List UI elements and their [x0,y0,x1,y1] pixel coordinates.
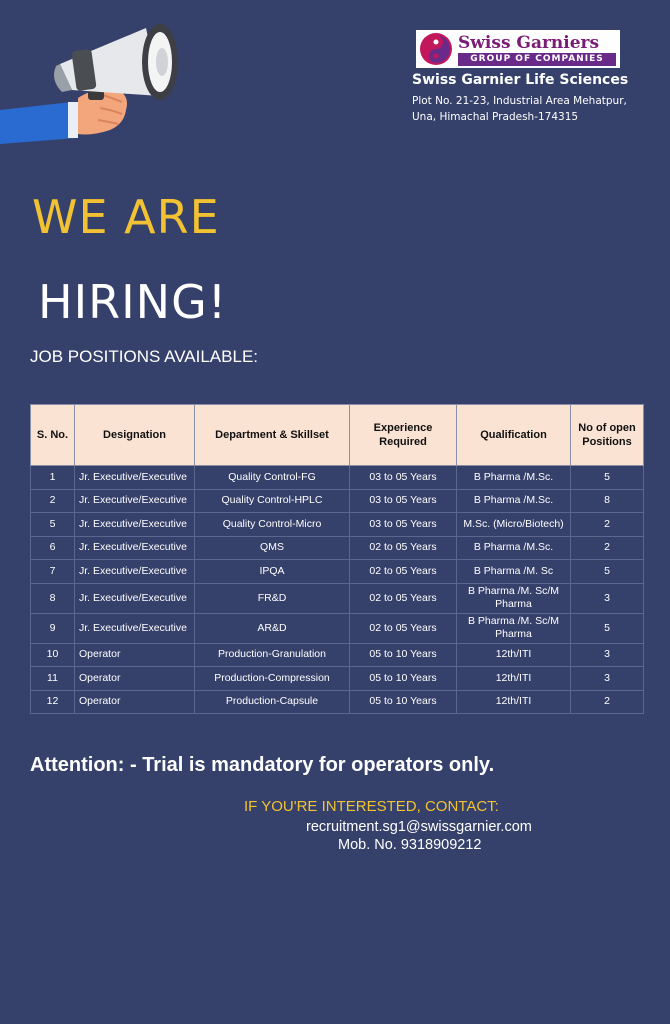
column-header-department: Department & Skillset [195,405,350,466]
job-positions-heading: JOB POSITIONS AVAILABLE: [30,347,259,366]
cell-sno: 11 [31,667,75,691]
cell-qualification: B Pharma /M.Sc. [457,466,571,490]
address-line-2: Una, Himachal Pradesh-174315 [412,111,579,123]
cell-positions: 5 [571,466,644,490]
cell-department: Production-Compression [195,667,350,691]
cell-designation: Jr. Executive/Executive [75,513,195,537]
cell-experience: 05 to 10 Years [350,643,457,667]
cell-sno: 9 [31,613,75,643]
cell-experience: 02 to 05 Years [350,536,457,560]
cell-positions: 3 [571,583,644,613]
cell-department: IPQA [195,560,350,584]
megaphone-icon [0,10,200,150]
table-row [31,643,644,667]
table-row [31,583,644,613]
cell-department: Quality Control-FG [195,466,350,490]
cell-designation: Operator [75,690,195,714]
cell-sno: 5 [31,513,75,537]
table-row [31,466,644,490]
cell-sno: 8 [31,583,75,613]
table-row [31,513,644,537]
address-line-1: Plot No. 21-23, Industrial Area Mehatpur, [412,95,627,107]
cell-qualification: B Pharma /M.Sc. [457,536,571,560]
cell-experience: 03 to 05 Years [350,466,457,490]
cell-department: FR&D [195,583,350,613]
cell-qualification: 12th/ITI [457,690,571,714]
cell-sno: 6 [31,536,75,560]
job-positions-table [30,404,644,714]
table-row [31,613,644,643]
company-logo [416,30,620,68]
cell-experience: 05 to 10 Years [350,690,457,714]
cell-qualification: B Pharma /M. Sc [457,560,571,584]
company-name: Swiss Garnier Life Sciences [412,72,629,88]
cell-department: Quality Control-Micro [195,513,350,537]
table-row [31,667,644,691]
cell-qualification: 12th/ITI [457,643,571,667]
table-row [31,560,644,584]
cell-qualification: M.Sc. (Micro/Biotech) [457,513,571,537]
cell-department: Production-Capsule [195,690,350,714]
cell-positions: 2 [571,513,644,537]
table-row [31,690,644,714]
cell-qualification: B Pharma /M. Sc/M Pharma [457,613,571,643]
cell-sno: 2 [31,489,75,513]
cell-positions: 3 [571,643,644,667]
cell-designation: Jr. Executive/Executive [75,613,195,643]
cell-designation: Operator [75,667,195,691]
column-header-experience: Experience Required [350,405,457,466]
cell-positions: 2 [571,536,644,560]
logo-name: Swiss Garniers [458,32,600,53]
cell-positions: 5 [571,613,644,643]
cell-positions: 5 [571,560,644,584]
table-row [31,536,644,560]
cell-positions: 8 [571,489,644,513]
cell-designation: Operator [75,643,195,667]
cell-designation: Jr. Executive/Executive [75,583,195,613]
cell-designation: Jr. Executive/Executive [75,489,195,513]
cell-experience: 03 to 05 Years [350,513,457,537]
cell-positions: 3 [571,667,644,691]
cell-experience: 02 to 05 Years [350,560,457,584]
column-header-sno: S. No. [31,405,75,466]
column-header-qualification: Qualification [457,405,571,466]
cell-department: Production-Granulation [195,643,350,667]
logo-mark-icon [418,31,454,67]
cell-experience: 02 to 05 Years [350,613,457,643]
cell-qualification: B Pharma /M. Sc/M Pharma [457,583,571,613]
cell-experience: 02 to 05 Years [350,583,457,613]
logo-group: GROUP OF COMPANIES [458,53,616,66]
table-header-row [31,405,644,466]
cell-designation: Jr. Executive/Executive [75,560,195,584]
cell-department: AR&D [195,613,350,643]
column-header-designation: Designation [75,405,195,466]
cell-sno: 1 [31,466,75,490]
cell-sno: 10 [31,643,75,667]
column-header-positions: No of open Positions [571,405,644,466]
headline-we-are: WE ARE [32,190,220,244]
cell-designation: Jr. Executive/Executive [75,466,195,490]
cell-department: Quality Control-HPLC [195,489,350,513]
cell-designation: Jr. Executive/Executive [75,536,195,560]
attention-notice: Attention: - Trial is mandatory for operators only. [30,754,495,776]
headline-hiring: HIRING! [38,275,228,329]
cell-qualification: B Pharma /M.Sc. [457,489,571,513]
cell-positions: 2 [571,690,644,714]
table-row [31,489,644,513]
cell-experience: 05 to 10 Years [350,667,457,691]
cell-experience: 03 to 05 Years [350,489,457,513]
company-address [412,93,627,125]
contact-heading: IF YOU'RE INTERESTED, CONTACT: [244,798,499,815]
cell-sno: 12 [31,690,75,714]
cell-qualification: 12th/ITI [457,667,571,691]
contact-email[interactable]: recruitment.sg1@swissgarnier.com [306,819,532,835]
cell-sno: 7 [31,560,75,584]
contact-phone[interactable]: Mob. No. 9318909212 [338,837,482,853]
cell-department: QMS [195,536,350,560]
